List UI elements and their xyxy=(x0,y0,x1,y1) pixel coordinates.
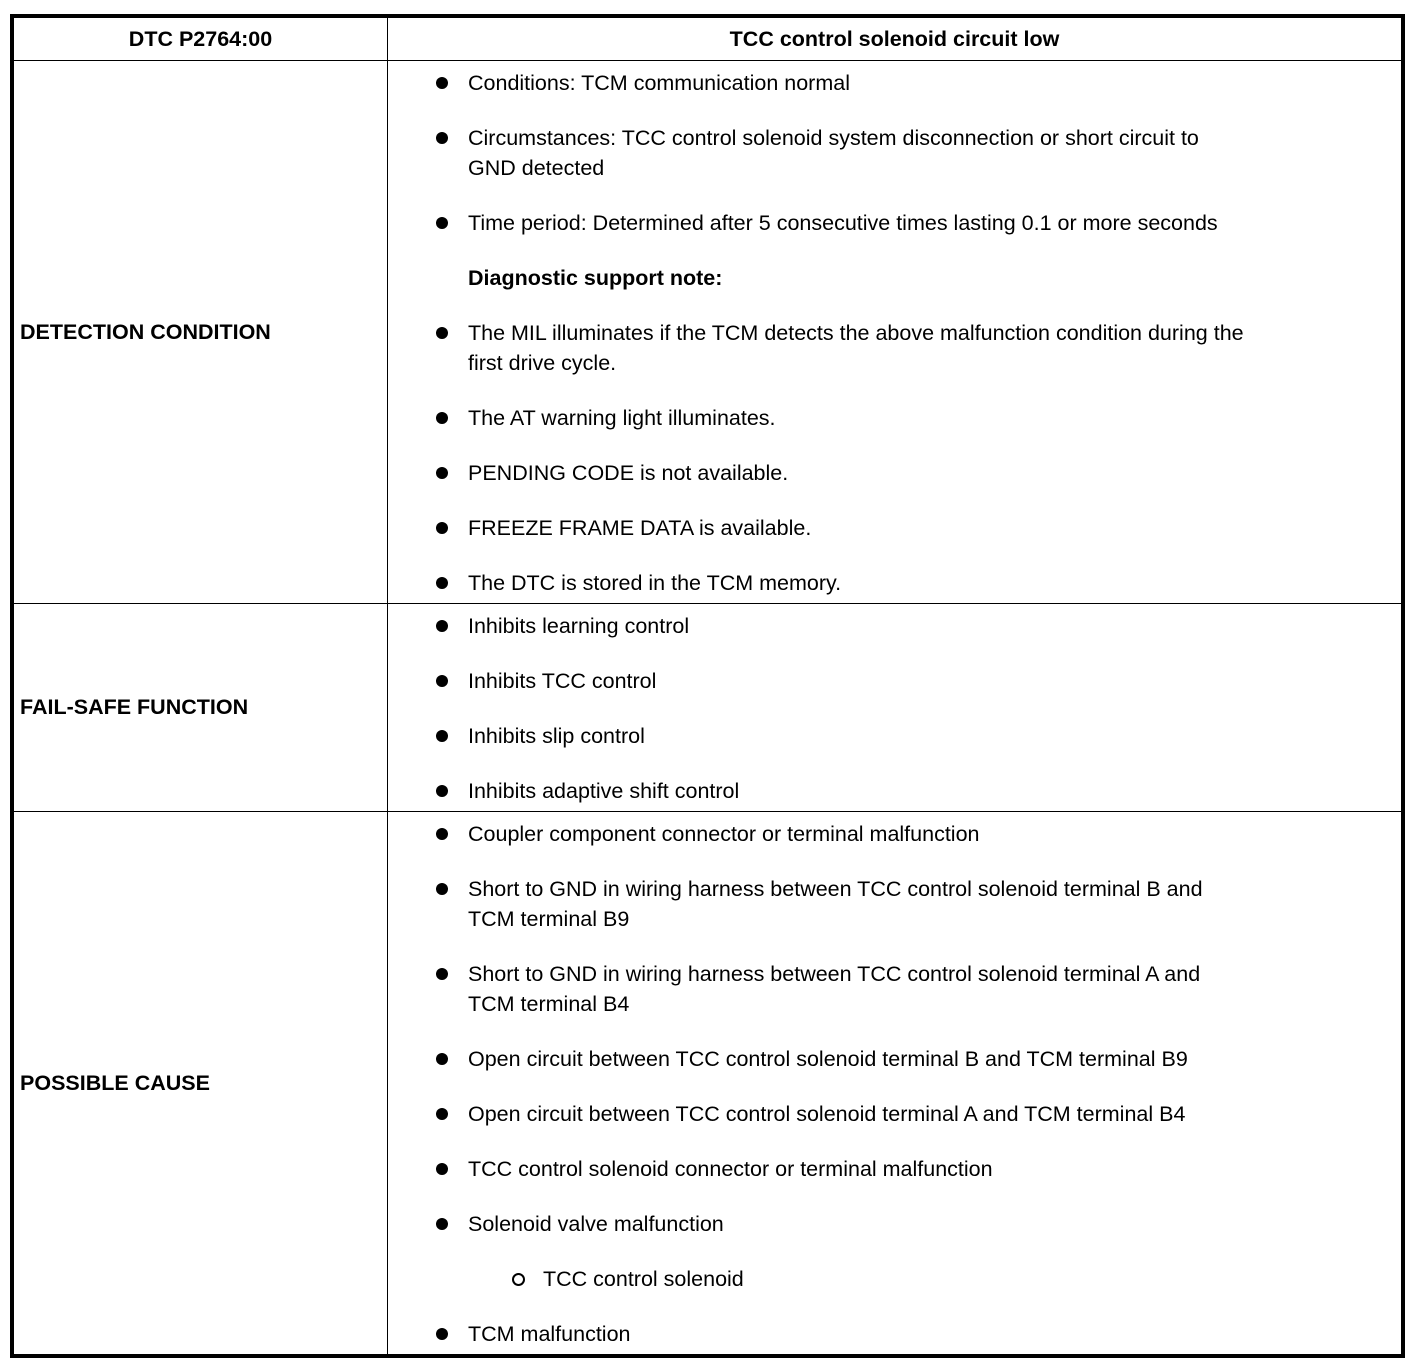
list-item xyxy=(388,611,1401,641)
list-item xyxy=(388,208,1401,238)
bullet-icon xyxy=(436,577,448,589)
bullet-icon xyxy=(436,1053,448,1065)
item-text-line: The DTC is stored in the TCM memory. xyxy=(468,571,842,595)
item-text-line: Short to GND in wiring harness between TCC control solenoid terminal B and xyxy=(468,877,1203,901)
item-text-line: Conditions: TCM communication normal xyxy=(468,71,850,95)
bullet-icon xyxy=(436,828,448,840)
item-text-line: The MIL illuminates if the TCM detects the above malfunction condition during the xyxy=(468,321,1244,345)
item-text-line: Inhibits adaptive shift control xyxy=(468,779,740,803)
table-row xyxy=(14,812,1402,1355)
table-row xyxy=(14,604,1402,812)
note-heading xyxy=(388,263,1401,293)
list-item xyxy=(388,513,1401,543)
list-item xyxy=(388,1099,1401,1129)
item-text-line: TCM malfunction xyxy=(468,1322,631,1346)
bullet-icon xyxy=(436,1163,448,1175)
bullet-icon xyxy=(436,730,448,742)
bullet-icon xyxy=(436,132,448,144)
list-item xyxy=(388,874,1401,934)
item-text-line: The AT warning light illuminates. xyxy=(468,406,776,430)
bullet-icon xyxy=(436,327,448,339)
hollow-bullet-icon xyxy=(512,1273,525,1286)
item-text-line: first drive cycle. xyxy=(468,351,617,375)
list-item xyxy=(388,1264,1401,1294)
item-text-line: Time period: Determined after 5 consecutive times lasting 0.1 or more seconds xyxy=(468,211,1218,235)
row-label: POSSIBLE CAUSE xyxy=(14,812,388,1355)
list-item xyxy=(388,819,1401,849)
item-text-line: Inhibits slip control xyxy=(468,724,645,748)
bullet-icon xyxy=(436,785,448,797)
row-content xyxy=(388,812,1402,1355)
list-item xyxy=(388,721,1401,751)
item-text-line: TCM terminal B4 xyxy=(468,992,630,1016)
list-item xyxy=(388,458,1401,488)
item-text-line: PENDING CODE is not available. xyxy=(468,461,789,485)
item-text-line: Circumstances: TCC control solenoid system disconnection or short circuit to xyxy=(468,126,1199,150)
list-item xyxy=(388,318,1401,378)
list-item xyxy=(388,568,1401,598)
list-item xyxy=(388,123,1401,183)
list-item xyxy=(388,776,1401,806)
list-item xyxy=(388,1209,1401,1239)
bullet-icon xyxy=(436,1218,448,1230)
row-content xyxy=(388,61,1402,604)
bullet-icon xyxy=(436,883,448,895)
list-item xyxy=(388,666,1401,696)
bullet-icon xyxy=(436,620,448,632)
list-item xyxy=(388,1154,1401,1184)
bullet-icon xyxy=(436,968,448,980)
item-text-line: TCC control solenoid connector or terminal malfunction xyxy=(468,1157,993,1181)
header-row xyxy=(14,18,1402,61)
item-text-line: Inhibits learning control xyxy=(468,614,690,638)
bullet-icon xyxy=(436,675,448,687)
item-text-line: Open circuit between TCC control solenoid terminal B and TCM terminal B9 xyxy=(468,1047,1188,1071)
item-text-line: Inhibits TCC control xyxy=(468,669,657,693)
dtc-code: DTC P2764:00 xyxy=(14,18,388,61)
row-label: DETECTION CONDITION xyxy=(14,61,388,604)
list-item xyxy=(388,68,1401,98)
bullet-icon xyxy=(436,1108,448,1120)
item-text-line: TCC control solenoid xyxy=(543,1267,744,1291)
list-item xyxy=(388,1044,1401,1074)
bullet-icon xyxy=(436,467,448,479)
item-text-line: Diagnostic support note: xyxy=(468,266,723,290)
item-text-line: Open circuit between TCC control solenoid terminal A and TCM terminal B4 xyxy=(468,1102,1186,1126)
bullet-icon xyxy=(436,217,448,229)
dtc-title: TCC control solenoid circuit low xyxy=(388,18,1402,61)
item-text-line: TCM terminal B9 xyxy=(468,907,630,931)
bullet-icon xyxy=(436,522,448,534)
item-text-line: Short to GND in wiring harness between TCC control solenoid terminal A and xyxy=(468,962,1201,986)
item-text-line: Coupler component connector or terminal malfunction xyxy=(468,822,980,846)
row-label: FAIL-SAFE FUNCTION xyxy=(14,604,388,812)
dtc-table xyxy=(10,14,1405,1358)
list-item xyxy=(388,1319,1401,1349)
list-item xyxy=(388,403,1401,433)
bullet-icon xyxy=(436,412,448,424)
item-text-line: GND detected xyxy=(468,156,605,180)
list-item xyxy=(388,959,1401,1019)
bullet-icon xyxy=(436,1328,448,1340)
item-text-line: FREEZE FRAME DATA is available. xyxy=(468,516,812,540)
row-content xyxy=(388,604,1402,812)
item-text-line: Solenoid valve malfunction xyxy=(468,1212,724,1236)
bullet-icon xyxy=(436,77,448,89)
table-row xyxy=(14,61,1402,604)
